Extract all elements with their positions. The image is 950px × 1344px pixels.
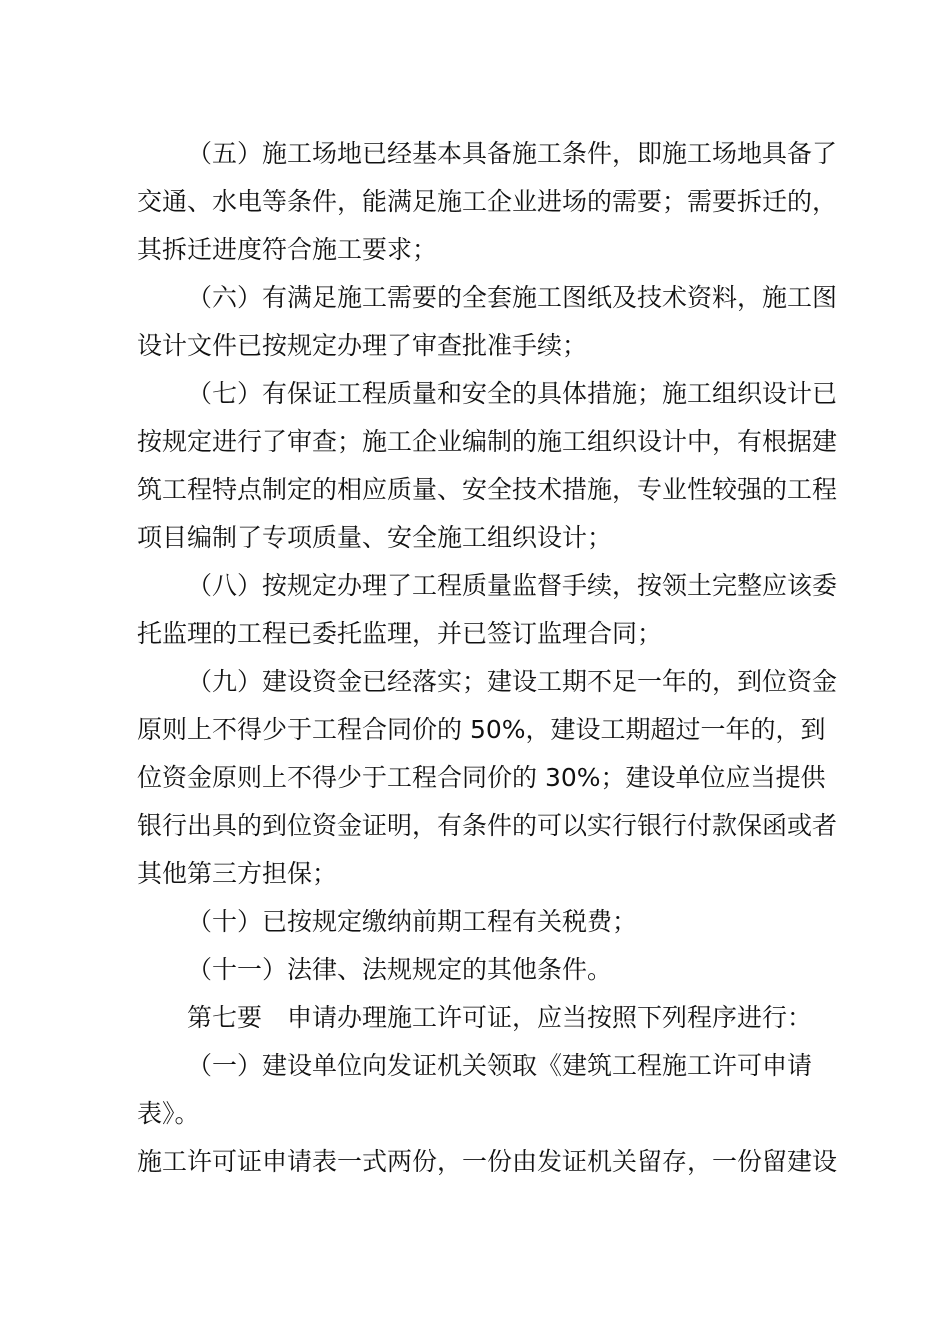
text-line: （五）施工场地已经基本具备施工条件，即施工场地具备了 [187,139,838,168]
text-line: （十一）法律、法规规定的其他条件。 [187,955,613,984]
text-line: 其他第三方担保； [137,859,338,888]
text-line: 第七要 申请办理施工许可证，应当按照下列程序进行： [187,1003,813,1032]
text-line: （六）有满足施工需要的全套施工图纸及技术资料，施工图 [187,283,838,312]
text-line: 表》。 [137,1099,200,1128]
text-line: （八）按规定办理了工程质量监督手续，按领土完整应该委 [187,571,838,600]
text-line: 托监理的工程已委托监理，并已签订监理合同； [137,619,663,648]
text-line: 施工许可证申请表一式两份，一份由发证机关留存，一份留建设 [137,1147,838,1176]
text-line: （九）建设资金已经落实；建设工期不足一年的，到位资金 [187,667,838,696]
text-line: 交通、水电等条件，能满足施工企业进场的需要；需要拆迁的， [137,187,838,216]
text-line: 按规定进行了审查；施工企业编制的施工组织设计中，有根据建 [137,427,838,456]
text-line: （七）有保证工程质量和安全的具体措施；施工组织设计已 [187,379,838,408]
text-line: 原则上不得少于工程合同价的 50%，建设工期超过一年的，到 [137,715,826,744]
text-line: 筑工程特点制定的相应质量、安全技术措施，专业性较强的工程 [137,475,838,504]
text-line: 设计文件已按规定办理了审查批准手续； [137,331,588,360]
text-line: 位资金原则上不得少于工程合同价的 30%；建设单位应当提供 [137,763,826,792]
text-line: （一）建设单位向发证机关领取《建筑工程施工许可申请 [187,1051,813,1080]
text-line: 项目编制了专项质量、安全施工组织设计； [137,523,613,552]
text-line: 银行出具的到位资金证明，有条件的可以实行银行付款保函或者 [137,811,838,840]
text-line: （十）已按规定缴纳前期工程有关税费； [187,907,638,936]
text-line: 其拆迁进度符合施工要求； [137,235,438,264]
